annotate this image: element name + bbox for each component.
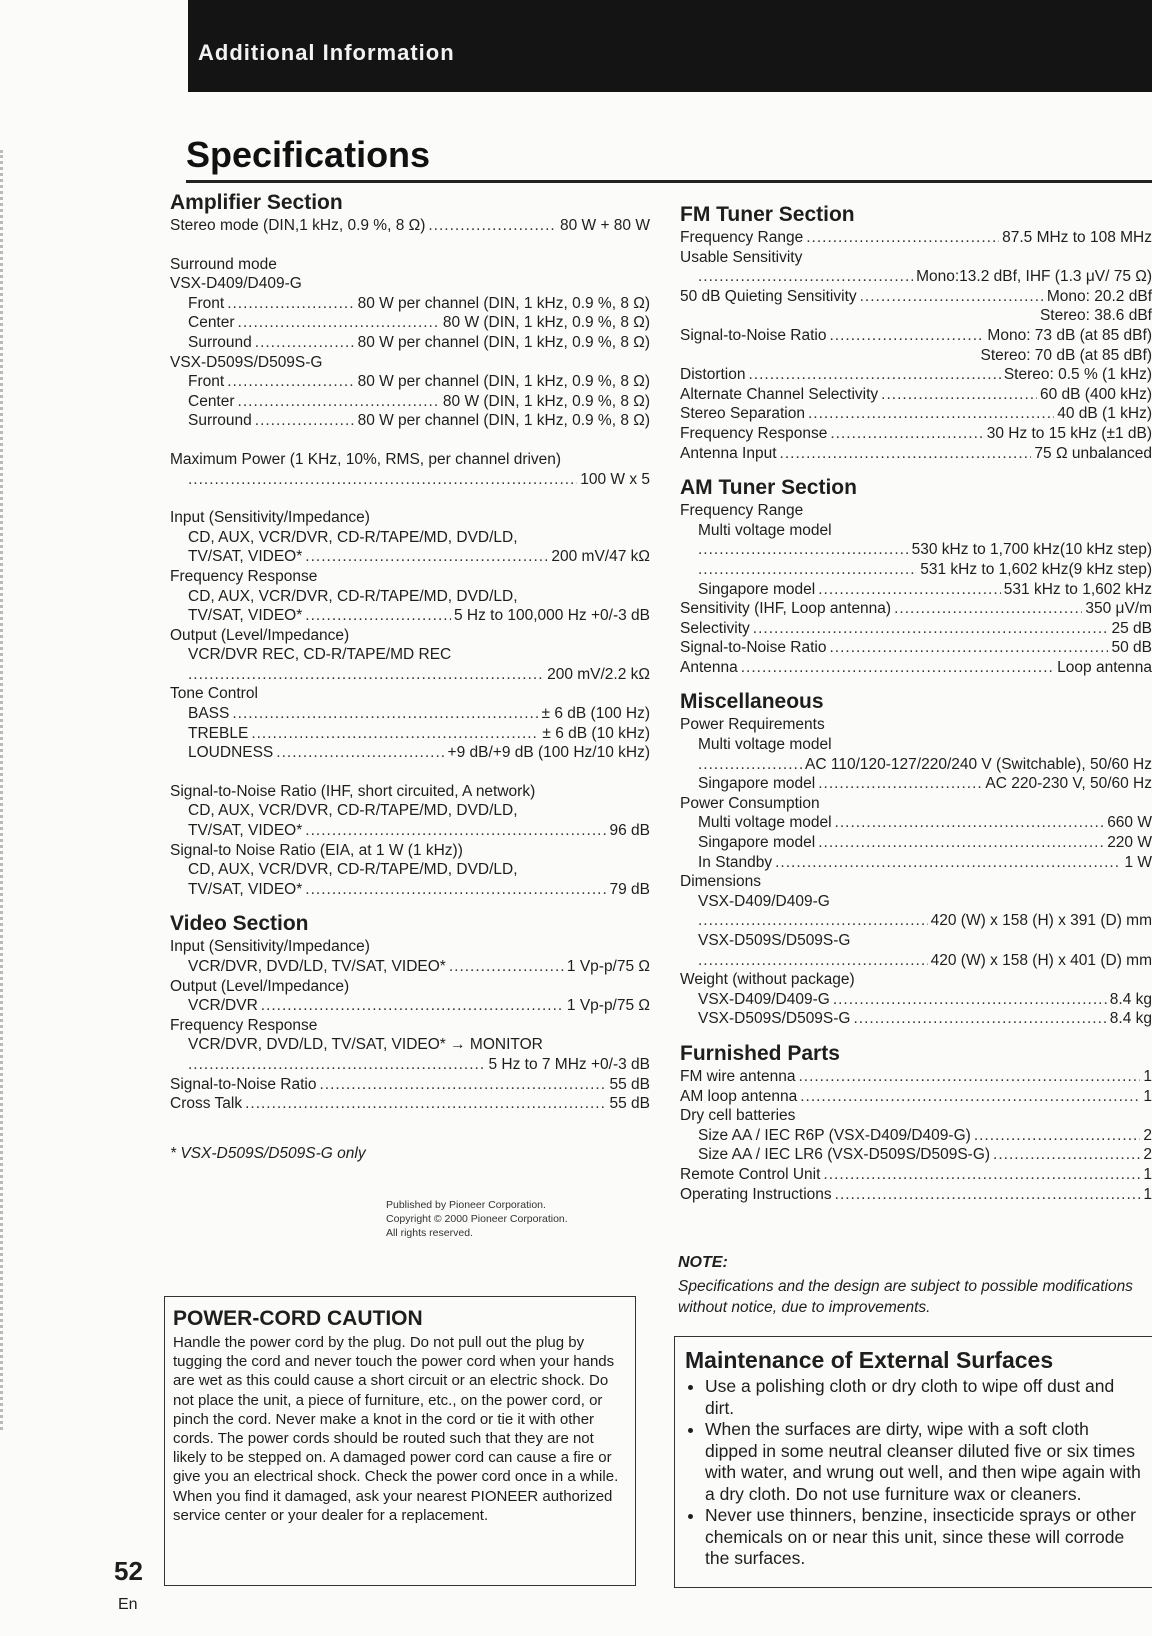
spec-row: Singapore model ..... AC 220-230 V, 50/60 Hz — [680, 774, 1152, 794]
spec-label: Input (Sensitivity/Impedance) — [170, 938, 370, 956]
spec-row: Selectivity ..... 25 dB — [680, 619, 1152, 639]
spec-value: Stereo: 38.6 dBf — [1039, 307, 1152, 325]
spec-row: VSX-D509S/D509S-G ..... 8.4 kg — [680, 1009, 1152, 1029]
spec-label: Output (Level/Impedance) — [170, 977, 350, 995]
spec-row: Surround ..... 80 W per channel (DIN, 1 kHz, 0.9 %, 8 Ω) — [170, 411, 650, 431]
spec-row: ..... 420 (W) x 158 (H) x 401 (D) mm — [680, 951, 1152, 971]
model-label: VSX-D409/D409-G — [170, 275, 302, 293]
maintenance-heading: Maintenance of External Surfaces — [685, 1347, 1054, 1373]
spec-label: Tone Control — [170, 685, 258, 703]
header-title: Additional Information — [198, 40, 455, 65]
caution-heading: POWER-CORD CAUTION — [173, 1307, 423, 1330]
spec-row: TV/SAT, VIDEO* ..... 5 Hz to 100,000 Hz +0/-3 dB — [170, 606, 650, 626]
maintenance-box — [674, 1336, 1152, 1588]
list-item: • When the surfaces are dirty, wipe with a soft cloth dipped in some neutral cleanser diluted five or six times with water, and wrung out well, and then wipe again with a dry cloth. Do not use furniture wax or cleaners. — [705, 1419, 1142, 1505]
spec-row: In Standby ..... 1 W — [680, 853, 1152, 873]
spec-label: Dry cell batteries — [680, 1107, 796, 1125]
spec-label: Multi voltage model — [698, 736, 832, 754]
page-number: 52 — [114, 1556, 143, 1586]
spec-row: Distortion ..... Stereo: 0.5 % (1 kHz) — [680, 365, 1152, 385]
spec-row: Surround ..... 80 W per channel (DIN, 1 kHz, 0.9 %, 8 Ω) — [170, 333, 650, 353]
spec-row: Center ..... 80 W (DIN, 1 kHz, 0.9 %, 8 Ω) — [170, 313, 650, 333]
power-cord-caution-box — [164, 1296, 636, 1586]
binding-edge — [0, 150, 29, 1430]
publisher-info: Published by Pioneer Corporation. Copyright © 2000 Pioneer Corporation. All rights reserved. — [386, 1199, 568, 1239]
source-list: VCR/DVR, DVD/LD, TV/SAT, VIDEO* → MONITOR — [188, 1036, 543, 1054]
spec-label: Weight (without package) — [680, 971, 855, 989]
spec-label: Dimensions — [680, 873, 761, 891]
source-list: CD, AUX, VCR/DVR, CD-R/TAPE/MD, DVD/LD, — [188, 802, 518, 820]
spec-row: Operating Instructions ..... 1 — [680, 1185, 1152, 1205]
spec-row: Front ..... 80 W per channel (DIN, 1 kHz, 0.9 %, 8 Ω) — [170, 294, 650, 314]
source-list: VCR/DVR REC, CD-R/TAPE/MD REC — [188, 646, 452, 664]
spec-row: FM wire antenna ..... 1 — [680, 1067, 1152, 1087]
spec-row: Signal-to-Noise Ratio ..... 55 dB — [170, 1075, 650, 1095]
source-list: CD, AUX, VCR/DVR, CD-R/TAPE/MD, DVD/LD, — [188, 528, 518, 546]
spec-row: Signal-to-Noise Ratio ..... 50 dB — [680, 638, 1152, 658]
spec-value: Stereo: 70 dB (at 85 dBf) — [980, 346, 1152, 364]
spec-row: VCR/DVR, DVD/LD, TV/SAT, VIDEO* ..... 1 Vp-p/75 Ω — [170, 957, 650, 977]
spec-row: 50 dB Quieting Sensitivity ..... Mono: 20.2 dBf — [680, 287, 1152, 307]
spec-row: VSX-D409/D409-G ..... 8.4 kg — [680, 990, 1152, 1010]
amplifier-heading: Amplifier Section — [170, 191, 343, 214]
spec-row: Stereo mode (DIN,1 kHz, 0.9 %, 8 Ω) ..... 80 W + 80 W — [170, 216, 650, 236]
spec-row: Sensitivity (IHF, Loop antenna) ..... 350 μV/m — [680, 599, 1152, 619]
spec-row: ..... 5 Hz to 7 MHz +0/-3 dB — [170, 1055, 650, 1075]
spec-row: Singapore model ..... 220 W — [680, 833, 1152, 853]
list-item: • Never use thinners, benzine, insecticide sprays or other chemicals on or near this unit, since these will corrode the surfaces. — [705, 1505, 1142, 1570]
spec-label: Multi voltage model — [698, 521, 832, 539]
spec-row: AM loop antenna ..... 1 — [680, 1087, 1152, 1107]
spec-row: ..... AC 110/120-127/220/240 V (Switchable), 50/60 Hz — [680, 755, 1152, 775]
fm-heading: FM Tuner Section — [680, 203, 855, 226]
spec-row: BASS ..... ± 6 dB (100 Hz) — [170, 704, 650, 724]
spec-row: VCR/DVR ..... 1 Vp-p/75 Ω — [170, 996, 650, 1016]
spec-label: Output (Level/Impedance) — [170, 626, 350, 644]
spec-row: Remote Control Unit ..... 1 — [680, 1165, 1152, 1185]
spec-row: Multi voltage model ..... 660 W — [680, 813, 1152, 833]
spec-label: Frequency Range — [680, 502, 804, 520]
spec-row: Frequency Response ..... 30 Hz to 15 kHz (±1 dB) — [680, 424, 1152, 444]
am-heading: AM Tuner Section — [680, 476, 857, 500]
spec-label: Surround mode — [170, 255, 277, 273]
spec-row: Antenna ..... Loop antenna — [680, 658, 1152, 678]
note-text: Specifications and the design are subject to possible modifications without notice, due to improvements. — [678, 1278, 1133, 1316]
spec-label: Maximum Power (1 KHz, 10%, RMS, per channel driven) — [170, 450, 562, 468]
source-list: CD, AUX, VCR/DVR, CD-R/TAPE/MD, DVD/LD, — [188, 587, 518, 605]
spec-label: Power Requirements — [680, 716, 825, 734]
spec-row: TV/SAT, VIDEO* ..... 200 mV/47 kΩ — [170, 547, 650, 567]
misc-heading: Miscellaneous — [680, 690, 824, 714]
spec-row: ..... 530 kHz to 1,700 kHz(10 kHz step) — [680, 540, 1152, 560]
spec-row: TV/SAT, VIDEO* ..... 96 dB — [170, 821, 650, 841]
spec-row: TREBLE ..... ± 6 dB (10 kHz) — [170, 724, 650, 744]
page-language: En — [118, 1596, 138, 1613]
left-column — [170, 190, 650, 1163]
spec-row: ..... 531 kHz to 1,602 kHz(9 kHz step) — [680, 560, 1152, 580]
spec-label: Signal-to-Noise Ratio (IHF, short circuited, A network) — [170, 782, 536, 800]
spec-row: Signal-to-Noise Ratio ..... Mono: 73 dB (at 85 dBf) — [680, 326, 1152, 346]
source-list: CD, AUX, VCR/DVR, CD-R/TAPE/MD, DVD/LD, — [188, 861, 518, 879]
spec-row: Singapore model ..... 531 kHz to 1,602 kHz — [680, 580, 1152, 600]
spec-label: Signal-to Noise Ratio (EIA, at 1 W (1 kHz)) — [170, 841, 463, 859]
page-title: Specifications — [186, 134, 431, 175]
spec-row: Front ..... 80 W per channel (DIN, 1 kHz, 0.9 %, 8 Ω) — [170, 372, 650, 392]
title-rule — [186, 180, 1152, 183]
spec-row: Alternate Channel Selectivity ..... 60 dB (400 kHz) — [680, 385, 1152, 405]
spec-row: Frequency Range ..... 87.5 MHz to 108 MHz — [680, 228, 1152, 248]
spec-row: Cross Talk ..... 55 dB — [170, 1094, 650, 1114]
model-label: VSX-D409/D409-G — [698, 892, 830, 910]
spec-row: Antenna Input ..... 75 Ω unbalanced — [680, 444, 1152, 464]
caution-text: Handle the power cord by the plug. Do not pull out the plug by tugging the cord and never touch the power cord when your hands are wet as this could cause a short circuit or an electric shock. Do not place the unit, a piece of furniture, etc., on the power cord, or pinch the cord. Never make a knot in the cord or tie it with other cords. The power cords should be routed such that they are not likely to be stepped on. A damaged power cord can cause a fire or give you an electrical shock. Check the power cord once in a while. When you find it damaged, ask your nearest PIONEER authorized service center or your dealer for a replacement. — [173, 1334, 619, 1524]
note-heading: NOTE: — [678, 1254, 728, 1271]
spec-label: Power Consumption — [680, 794, 820, 812]
spec-row: TV/SAT, VIDEO* ..... 79 dB — [170, 880, 650, 900]
model-label: VSX-D509S/D509S-G — [170, 353, 323, 371]
video-heading: Video Section — [170, 912, 309, 936]
spec-row: ..... 420 (W) x 158 (H) x 391 (D) mm — [680, 911, 1152, 931]
spec-label: Usable Sensitivity — [680, 248, 803, 266]
spec-label: Frequency Response — [170, 1016, 318, 1034]
spec-row: ..... 100 W x 5 — [170, 470, 650, 490]
maintenance-list — [685, 1376, 1142, 1570]
spec-label: Input (Sensitivity/Impedance) — [170, 509, 370, 527]
spec-row: Stereo Separation ..... 40 dB (1 kHz) — [680, 404, 1152, 424]
footnote: * VSX-D509S/D509S-G only — [170, 1144, 366, 1162]
spec-row: ..... 200 mV/2.2 kΩ — [170, 665, 650, 685]
spec-row: Size AA / IEC LR6 (VSX-D509S/D509S-G) ..... 2 — [680, 1145, 1152, 1165]
model-label: VSX-D509S/D509S-G — [698, 932, 851, 949]
spec-row: Size AA / IEC R6P (VSX-D409/D409-G) ..... 2 — [680, 1126, 1152, 1146]
spec-row: Center ..... 80 W (DIN, 1 kHz, 0.9 %, 8 Ω) — [170, 392, 650, 412]
furnished-heading: Furnished Parts — [680, 1041, 840, 1065]
right-column — [680, 202, 1152, 1204]
spec-row: ..... Mono:13.2 dBf, IHF (1.3 μV/ 75 Ω) — [680, 267, 1152, 287]
list-item: • Use a polishing cloth or dry cloth to wipe off dust and dirt. — [705, 1376, 1142, 1419]
spec-row: LOUDNESS ..... +9 dB/+9 dB (100 Hz/10 kHz) — [170, 743, 650, 763]
spec-label: Frequency Response — [170, 567, 318, 585]
